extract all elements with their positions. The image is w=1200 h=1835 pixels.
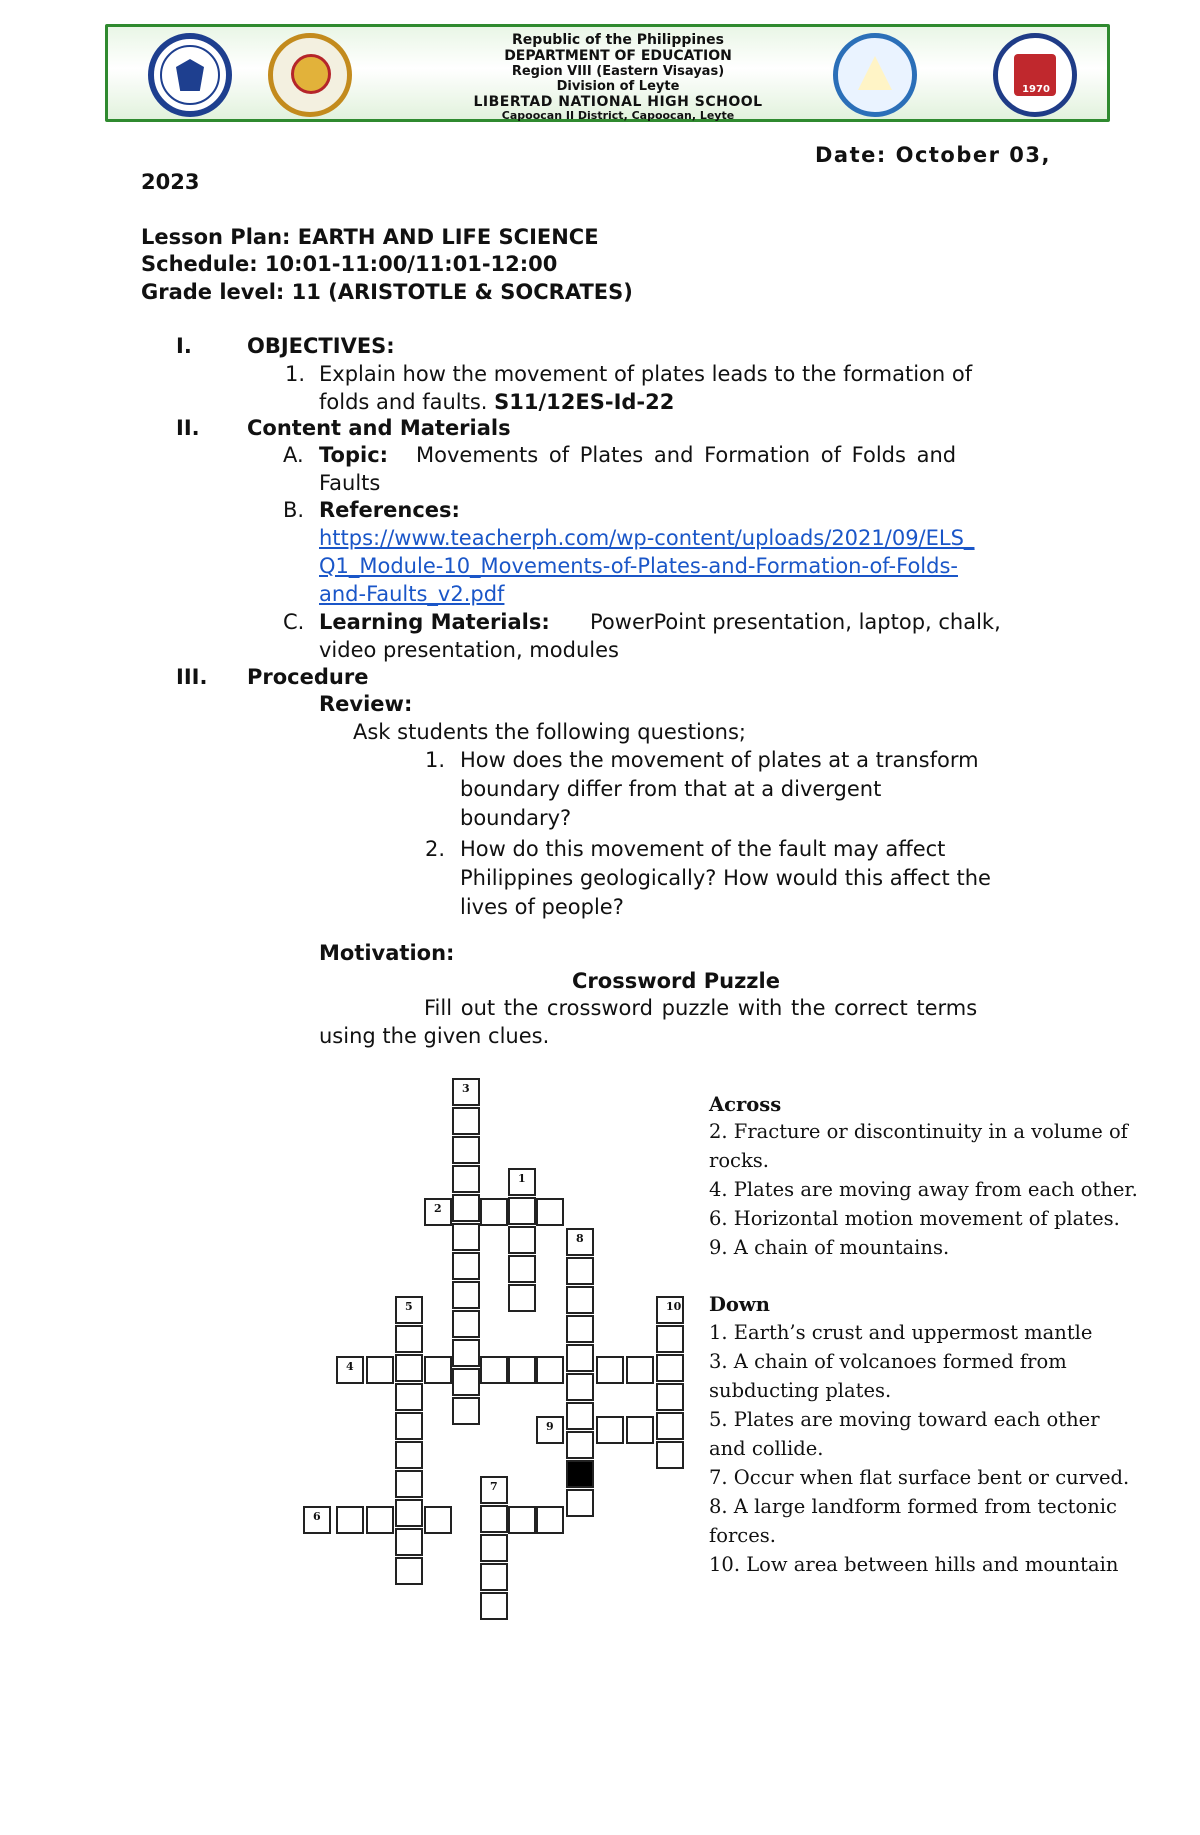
crossword-cell[interactable] (395, 1528, 423, 1556)
header-region: Region VIII (Eastern Visayas) (511, 64, 725, 79)
seal-year: 1970 (1022, 84, 1050, 95)
crossword-cell[interactable] (566, 1228, 594, 1256)
crossword-cell[interactable] (452, 1107, 480, 1135)
down-clue: 7. Occur when flat surface bent or curved. (709, 1466, 1130, 1489)
date-year: 2023 (141, 170, 200, 194)
question-2-line1: How do this movement of the fault may affect (460, 837, 946, 861)
question-2-number: 2. (425, 837, 446, 861)
crossword-cell[interactable] (596, 1356, 624, 1384)
crossword-clue-number: 2 (434, 1202, 442, 1215)
across-clue: rocks. (709, 1149, 770, 1172)
crossword-cell[interactable] (336, 1356, 364, 1384)
crossword-clue-number: 1 (518, 1172, 526, 1185)
reference-link-line3[interactable] (319, 581, 504, 608)
objective-1-code: S11/12ES-Id-22 (494, 390, 675, 414)
crossword-cell[interactable] (395, 1296, 423, 1324)
crossword-cell[interactable] (566, 1344, 594, 1372)
crossword-title: Crossword Puzzle (572, 969, 780, 993)
crossword-cell[interactable] (452, 1136, 480, 1164)
header-address: Capoocan II District, Capoocan, Leyte (501, 109, 735, 122)
lesson-grade: Grade level: 11 (ARISTOTLE & SOCRATES) (141, 280, 633, 304)
materials-letter: C. (283, 610, 305, 634)
crossword-cell[interactable] (626, 1356, 654, 1384)
objective-1-number: 1. (285, 362, 306, 386)
crossword-clue-number: 7 (490, 1480, 498, 1493)
crossword-cell[interactable] (656, 1441, 684, 1469)
crossword-cell[interactable] (536, 1506, 564, 1534)
crossword-clue-number: 4 (346, 1360, 354, 1373)
crossword-cell[interactable] (508, 1255, 536, 1283)
crossword-cell[interactable] (452, 1194, 480, 1222)
crossword-cell[interactable] (303, 1506, 331, 1534)
crossword-cell[interactable] (508, 1284, 536, 1312)
crossword-cell[interactable] (536, 1198, 564, 1226)
across-clue: 4. Plates are moving away from each other. (709, 1178, 1138, 1201)
crossword-cell[interactable] (452, 1223, 480, 1251)
question-1-line1: How does the movement of plates at a transform (460, 748, 979, 772)
crossword-cell[interactable] (336, 1506, 364, 1534)
header-division: Division of Leyte (556, 79, 680, 94)
crossword-cell[interactable] (395, 1499, 423, 1527)
crossword-cell[interactable] (508, 1168, 536, 1196)
header-school-name: LIBERTAD NATIONAL HIGH SCHOOL (473, 94, 763, 110)
across-clue: 9. A chain of mountains. (709, 1236, 950, 1259)
objective-1-line1: Explain how the movement of plates leads to the formation of (319, 362, 973, 386)
lesson-title: Lesson Plan: EARTH AND LIFE SCIENCE (141, 225, 599, 249)
crossword-cell[interactable] (452, 1281, 480, 1309)
question-2-line2: Philippines geologically? How would this affect the (460, 866, 991, 890)
reference-link-1[interactable]: https://www.teacherph.com/wp-content/uploads/2021/09/ELS_ (319, 526, 975, 550)
procedure-heading: Procedure (247, 665, 369, 689)
down-clue: 1. Earth’s crust and uppermost mantle (709, 1321, 1093, 1344)
crossword-cell[interactable] (366, 1356, 394, 1384)
crossword-cell[interactable] (395, 1441, 423, 1469)
crossword-instructions-line1: Fill out the crossword puzzle with the correct terms (424, 996, 978, 1020)
crossword-cell[interactable] (480, 1592, 508, 1620)
crossword-cell[interactable] (480, 1534, 508, 1562)
question-1-number: 1. (425, 748, 446, 772)
crossword-cell[interactable] (656, 1325, 684, 1353)
materials-line1: PowerPoint presentation, laptop, chalk, (590, 610, 1001, 634)
down-clue: 3. A chain of volcanoes formed from (709, 1350, 1067, 1373)
crossword-cell[interactable] (566, 1431, 594, 1459)
reference-link-line1[interactable] (319, 525, 974, 552)
content-heading: Content and Materials (247, 416, 511, 440)
crossword-clue-number: 6 (313, 1510, 321, 1523)
crossword-cell[interactable] (452, 1078, 480, 1106)
down-clue: 10. Low area between hills and mountain (709, 1553, 1119, 1576)
topic-line1: Movements of Plates and Formation of Folds and (416, 443, 957, 467)
school-header-banner (105, 24, 1110, 122)
references-letter: B. (283, 498, 305, 522)
crossword-cell[interactable] (656, 1296, 684, 1324)
header-republic: Republic of the Philippines (512, 32, 724, 48)
crossword-cell[interactable] (566, 1402, 594, 1430)
division-seal-logo (833, 33, 917, 117)
objectives-numeral: I. (176, 334, 192, 358)
question-1-line3: boundary? (460, 806, 572, 830)
objective-1-line2 (319, 389, 674, 416)
topic-letter: A. (283, 443, 304, 467)
references-label: References: (319, 498, 460, 522)
down-clue: subducting plates. (709, 1379, 892, 1402)
crossword-cell[interactable] (566, 1373, 594, 1401)
crossword-cell[interactable] (480, 1198, 508, 1226)
motivation-heading: Motivation: (319, 941, 455, 965)
school-seal-logo (993, 33, 1077, 117)
crossword-cell[interactable] (508, 1356, 536, 1384)
reference-link-3[interactable]: and-Faults_v2.pdf (319, 582, 505, 606)
crossword-cell[interactable] (395, 1557, 423, 1585)
procedure-numeral: III. (176, 665, 208, 689)
crossword-cell[interactable] (424, 1356, 452, 1384)
crossword-cell[interactable] (424, 1506, 452, 1534)
date-line: Date: October 03, (815, 143, 1052, 167)
crossword-cell[interactable] (480, 1356, 508, 1384)
crossword-cell[interactable] (480, 1563, 508, 1591)
down-heading: Down (709, 1293, 770, 1316)
crossword-cell[interactable] (536, 1416, 564, 1444)
crossword-cell[interactable] (508, 1226, 536, 1254)
reference-link-2[interactable]: Q1_Module-10_Movements-of-Plates-and-Formation-of-Folds- (319, 554, 958, 578)
crossword-cell[interactable] (536, 1356, 564, 1384)
crossword-instructions-line2: using the given clues. (319, 1024, 550, 1048)
crossword-cell[interactable] (452, 1252, 480, 1280)
crossword-cell[interactable] (656, 1412, 684, 1440)
crossword-cell[interactable] (656, 1383, 684, 1411)
crossword-cell[interactable] (452, 1339, 480, 1367)
review-intro: Ask students the following questions; (353, 720, 747, 744)
down-clue: 8. A large landform formed from tectonic (709, 1495, 1117, 1518)
crossword-cell[interactable] (395, 1354, 423, 1382)
question-2-line3: lives of people? (460, 895, 624, 919)
crossword-cell[interactable] (395, 1412, 423, 1440)
header-department: DEPARTMENT OF EDUCATION (504, 48, 732, 64)
crossword-clue-number: 3 (462, 1082, 470, 1095)
down-clue: 5. Plates are moving toward each other (709, 1408, 1100, 1431)
question-1-line2: boundary differ from that at a divergent (460, 777, 882, 801)
crossword-cell[interactable] (626, 1416, 654, 1444)
objective-1-text: folds and faults. (319, 390, 488, 414)
region-seal-logo (268, 33, 352, 117)
objectives-heading: OBJECTIVES: (247, 334, 395, 358)
crossword-cell[interactable] (566, 1286, 594, 1314)
down-clue: and collide. (709, 1437, 824, 1460)
crossword-cell[interactable] (656, 1354, 684, 1382)
crossword-clue-number: 10 (666, 1300, 682, 1313)
deped-seal-logo (148, 33, 232, 117)
across-clue: 6. Horizontal motion movement of plates. (709, 1207, 1120, 1230)
crossword-cell[interactable] (508, 1506, 536, 1534)
crossword-cell[interactable] (452, 1310, 480, 1338)
topic-line2: Faults (319, 471, 381, 495)
crossword-cell[interactable] (424, 1198, 452, 1226)
lesson-schedule: Schedule: 10:01-11:00/11:01-12:00 (141, 252, 558, 276)
crossword-cell[interactable] (566, 1257, 594, 1285)
crossword-cell[interactable] (480, 1476, 508, 1504)
crossword-cell[interactable] (480, 1505, 508, 1533)
crossword-clue-number: 9 (546, 1420, 554, 1433)
crossword-clue-number: 8 (576, 1232, 584, 1245)
crossword-cell[interactable] (395, 1470, 423, 1498)
down-clue: forces. (709, 1524, 776, 1547)
crossword-cell[interactable] (366, 1506, 394, 1534)
across-heading: Across (709, 1093, 782, 1116)
crossword-cell[interactable] (596, 1416, 624, 1444)
crossword-cell[interactable] (452, 1397, 480, 1425)
across-clue: 2. Fracture or discontinuity in a volume of (709, 1120, 1128, 1143)
reference-link-line2[interactable] (319, 553, 958, 580)
crossword-cell[interactable] (452, 1165, 480, 1193)
content-numeral: II. (176, 416, 200, 440)
crossword-cell[interactable] (566, 1315, 594, 1343)
crossword-cell[interactable] (566, 1489, 594, 1517)
crossword-cell[interactable] (395, 1383, 423, 1411)
crossword-cell[interactable] (452, 1368, 480, 1396)
review-heading: Review: (319, 692, 413, 716)
crossword-cell[interactable] (395, 1325, 423, 1353)
materials-label: Learning Materials: (319, 610, 550, 634)
crossword-cell[interactable] (508, 1197, 536, 1225)
crossword-clue-number: 5 (405, 1300, 413, 1313)
topic-label: Topic: (319, 443, 389, 467)
crossword-block-cell (566, 1460, 594, 1488)
materials-line2: video presentation, modules (319, 638, 619, 662)
